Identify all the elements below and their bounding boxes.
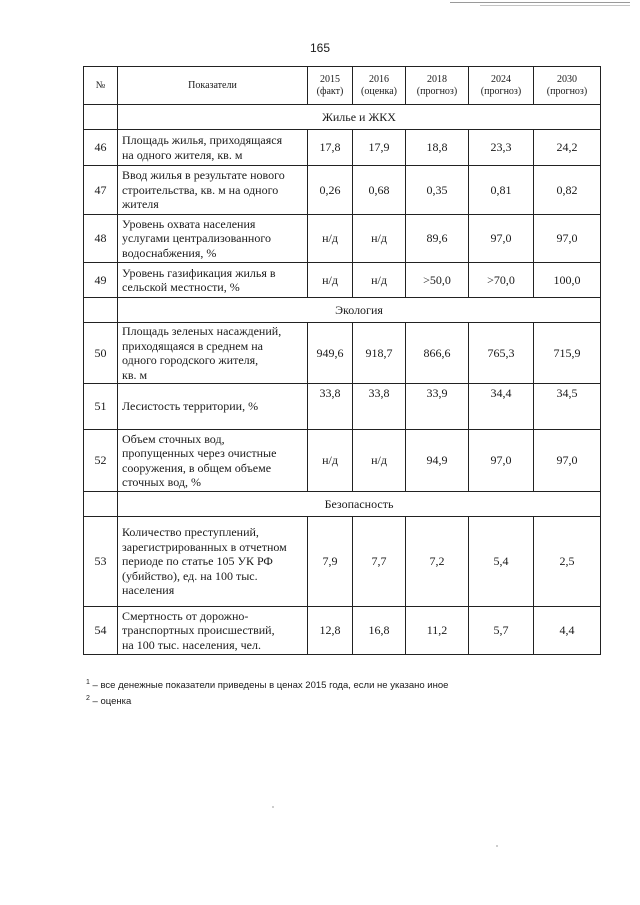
row-number: 52 — [84, 430, 118, 492]
value-cell: 33,9 — [406, 384, 469, 430]
table-row — [84, 130, 601, 166]
indicator-line: (убийство), ед. на 100 тыс. — [122, 568, 258, 583]
header-year: 2030 (прогноз) — [534, 67, 601, 105]
indicator-line: Площадь жилья, приходящаяся — [122, 133, 283, 147]
value-cell: 5,7 — [469, 607, 534, 655]
section-title: Жилье и ЖКХ — [118, 105, 601, 130]
indicator-line: одного городского жителя, — [122, 353, 259, 367]
indicator-line: услугами централизованного — [122, 231, 271, 246]
header-year: 2015 (факт) — [308, 67, 353, 105]
value-cell: 12,8 — [308, 607, 353, 655]
scan-edge-line — [450, 2, 630, 3]
indicator-line: зарегистрированных в отчетном — [122, 539, 287, 554]
indicator-line: на одного жителя, кв. м — [122, 147, 243, 162]
indicator-name — [118, 323, 308, 384]
indicator-line: Количество преступлений, — [122, 525, 259, 540]
value-cell: н/д — [353, 263, 406, 298]
indicator-line: на 100 тыс. населения, чел. — [122, 637, 261, 652]
indicator-line: кв. м — [122, 367, 148, 382]
value-cell: 918,7 — [353, 323, 406, 384]
indicator-line: населения — [122, 583, 175, 598]
value-cell: 11,2 — [406, 607, 469, 655]
footnotes — [86, 676, 606, 708]
value-cell: 0,82 — [534, 166, 601, 215]
indicator-name — [118, 263, 308, 298]
indicator-name — [118, 166, 308, 215]
section-title: Безопасность — [118, 492, 601, 517]
table-row — [84, 166, 601, 215]
indicator-name — [118, 384, 308, 430]
value-cell: 89,6 — [406, 215, 469, 263]
value-cell: 715,9 — [534, 323, 601, 384]
value-cell: 2,5 — [534, 517, 601, 607]
footnote: $^1$ – все денежные показатели приведены в ценах 2015 года, если не указано иное — [86, 679, 449, 692]
value-cell: 24,2 — [534, 130, 601, 166]
indicator-name — [118, 517, 308, 607]
value-cell: 34,5 — [534, 384, 601, 430]
table-row — [84, 215, 601, 263]
row-number: 53 — [84, 517, 118, 607]
value-cell: 33,8 — [308, 384, 353, 430]
row-number: 50 — [84, 323, 118, 384]
value-cell: 765,3 — [469, 323, 534, 384]
indicator-line: Объем сточных вод, — [122, 431, 225, 446]
section-row — [84, 492, 601, 517]
indicator-name — [118, 215, 308, 263]
table-row — [84, 263, 601, 298]
table-row — [84, 323, 601, 384]
section-title: Экология — [118, 298, 601, 323]
indicator-line: транспортных происшествий, — [122, 623, 275, 638]
value-cell: н/д — [308, 430, 353, 492]
row-number: 54 — [84, 607, 118, 655]
indicator-line: Уровень газификация жилья в — [122, 265, 276, 280]
table-row — [84, 517, 601, 607]
value-cell: 0,68 — [353, 166, 406, 215]
value-cell: 7,7 — [353, 517, 406, 607]
indicator-line: Смертность от дорожно- — [122, 608, 249, 623]
row-number: 49 — [84, 263, 118, 298]
scan-edge-line — [480, 5, 630, 6]
value-cell: 16,8 — [353, 607, 406, 655]
row-number: 46 — [84, 130, 118, 166]
header-year: 2024 (прогноз) — [469, 67, 534, 105]
value-cell: 97,0 — [469, 215, 534, 263]
scan-speck — [496, 845, 498, 847]
header-indicator: Показатели — [118, 67, 308, 105]
value-cell: 0,81 — [469, 166, 534, 215]
value-cell: н/д — [353, 215, 406, 263]
section-row — [84, 105, 601, 130]
value-cell: 7,2 — [406, 517, 469, 607]
value-cell: 866,6 — [406, 323, 469, 384]
value-cell: 23,3 — [469, 130, 534, 166]
section-empty-cell — [84, 492, 118, 517]
value-cell: 17,9 — [353, 130, 406, 166]
section-empty-cell — [84, 105, 118, 130]
value-cell: 7,9 — [308, 517, 353, 607]
value-cell: 4,4 — [534, 607, 601, 655]
table-header-row — [84, 67, 601, 105]
table-row — [84, 607, 601, 655]
value-cell: 0,26 — [308, 166, 353, 215]
indicator-line: Ввод жилья в результате нового — [122, 168, 285, 183]
table-row — [84, 384, 601, 430]
indicator-line: периоде по статье 105 УК РФ — [122, 554, 273, 569]
indicators-table — [83, 66, 601, 655]
value-cell: 97,0 — [534, 430, 601, 492]
indicator-line: водоснабжения, % — [122, 245, 217, 260]
row-number: 51 — [84, 384, 118, 430]
value-cell: 5,4 — [469, 517, 534, 607]
indicator-name — [118, 130, 308, 166]
page-number: 165 — [309, 41, 331, 55]
indicator-line: приходящаяся в среднем на — [122, 338, 263, 353]
indicator-line: сельской местности, % — [122, 280, 240, 294]
indicator-line: Лесистость территории, % — [122, 399, 259, 414]
value-cell: 0,35 — [406, 166, 469, 215]
header-year: 2018 (прогноз) — [406, 67, 469, 105]
section-empty-cell — [84, 298, 118, 323]
value-cell: н/д — [308, 263, 353, 298]
scan-speck — [272, 806, 274, 808]
row-number: 47 — [84, 166, 118, 215]
value-cell: 17,8 — [308, 130, 353, 166]
indicator-name — [118, 430, 308, 492]
value-cell: 100,0 — [534, 263, 601, 298]
value-cell: 33,8 — [353, 384, 406, 430]
indicator-name — [118, 607, 308, 655]
value-cell: 97,0 — [469, 430, 534, 492]
header-number: № — [84, 67, 118, 105]
indicator-line: Площадь зеленых насаждений, — [122, 324, 282, 338]
indicator-line: строительства, кв. м на одного — [122, 182, 279, 197]
value-cell: н/д — [353, 430, 406, 492]
indicator-line: жителя — [122, 197, 159, 212]
indicator-line: Уровень охвата населения — [122, 216, 256, 231]
value-cell: н/д — [308, 215, 353, 263]
row-number: 48 — [84, 215, 118, 263]
value-cell: 18,8 — [406, 130, 469, 166]
value-cell: 94,9 — [406, 430, 469, 492]
indicator-line: сточных вод, % — [122, 475, 201, 489]
indicator-line: пропущенных через очистные — [122, 446, 277, 460]
value-cell: 949,6 — [308, 323, 353, 384]
value-cell: 97,0 — [534, 215, 601, 263]
value-cell: 34,4 — [469, 384, 534, 430]
indicator-line: сооружения, в общем объеме — [122, 460, 272, 475]
footnote: $^2$ – оценка — [86, 695, 132, 708]
value-cell: >50,0 — [406, 263, 469, 298]
section-row — [84, 298, 601, 323]
header-year: 2016 (оценка) — [353, 67, 406, 105]
table-row — [84, 430, 601, 492]
value-cell: >70,0 — [469, 263, 534, 298]
